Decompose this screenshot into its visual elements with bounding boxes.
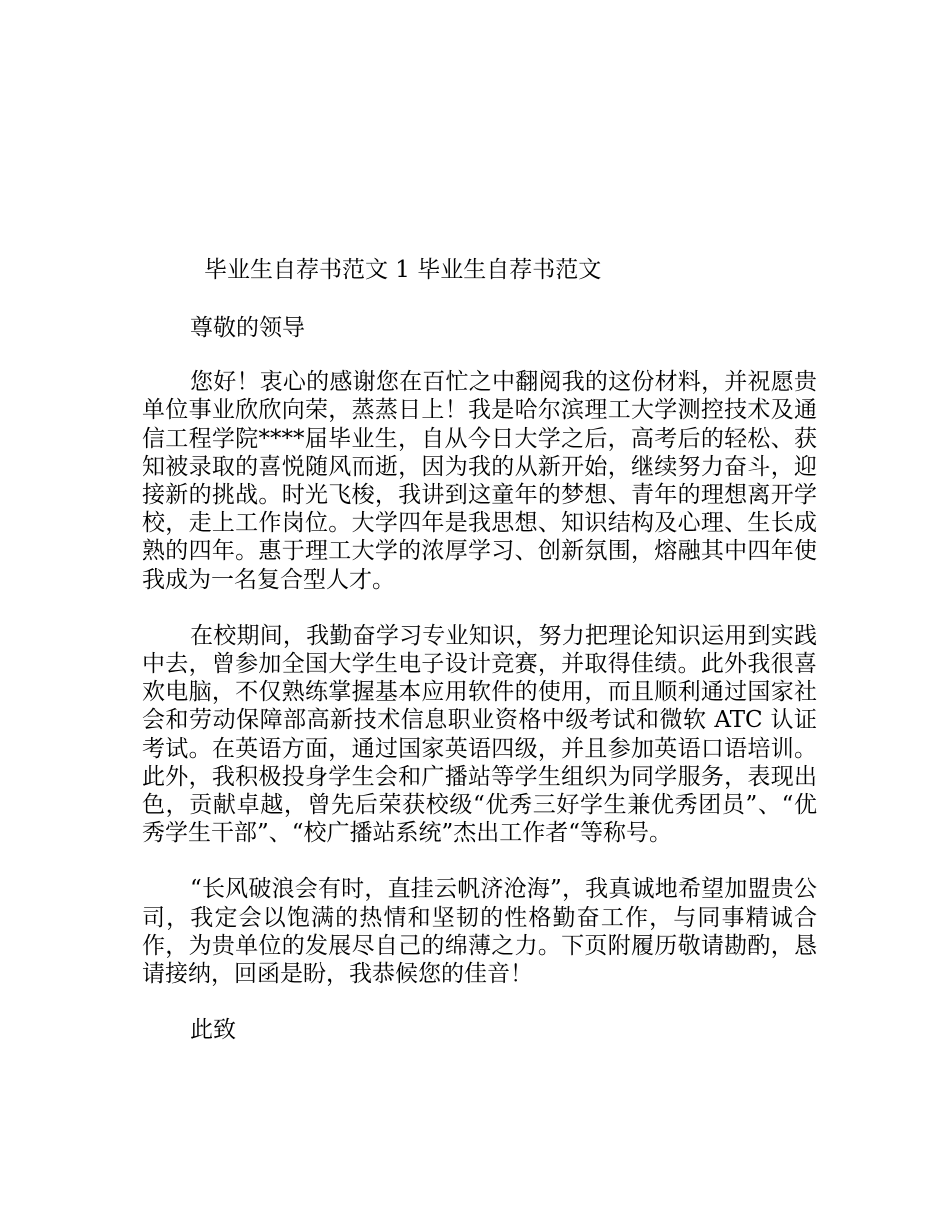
paragraph-school-period: 在校期间，我勤奋学习专业知识，努力把理论知识运用到实践中去，曾参加全国大学生电子设计竞赛，并取得佳绩。此外我很喜欢电脑，不仅熟练掌握基本应用软件的使用，而且顺利通过国家社会和劳动保障部高新技术信息职业资格中级考试和微软 ATC 认证考试。在英语方面，通过国家英语四级，并且参加英语口语培训。此外，我积极投身学生会和广播站等学生组织为同学服务，表现出色，贡献卓越，曾先后荣获校级“优秀三好学生兼优秀团员”、“优秀学生干部”、“校广播站系统”杰出工作者“等称号。: [142, 622, 817, 847]
salutation: 尊敬的领导: [190, 315, 305, 341]
closing: 此致: [190, 1017, 236, 1044]
paragraph-aspiration: “长风破浪会有时，直挂云帆济沧海”，我真诚地希望加盟贵公司，我定会以饱满的热情和坚韧的性格勤奋工作，与同事精诚合作，为贵单位的发展尽自己的绵薄之力。下页附履历敬请勘酌，恳请接纳，回函是盼，我恭候您的佳音！: [142, 876, 817, 988]
document-body: [142, 252, 817, 1072]
paragraph-greeting: 您好！衷心的感谢您在百忙之中翻阅我的这份材料，并祝愿贵单位事业欣欣向荣，蒸蒸日上！我是哈尔滨理工大学测控技术及通信工程学院****届毕业生，自从今日大学之后，高考后的轻松、获知被录取的喜悦随风而逝，因为我的从新开始，继续努力奋斗，迎接新的挑战。时光飞梭，我讲到这童年的梦想、青年的理想离开学校，走上工作岗位。大学四年是我思想、知识结构及心理、生长成熟的四年。惠于理工大学的浓厚学习、创新氛围，熔融其中四年使我成为一名复合型人才。: [142, 369, 817, 593]
document-title: 毕业生自荐书范文 1 毕业生自荐书范文: [204, 257, 602, 283]
